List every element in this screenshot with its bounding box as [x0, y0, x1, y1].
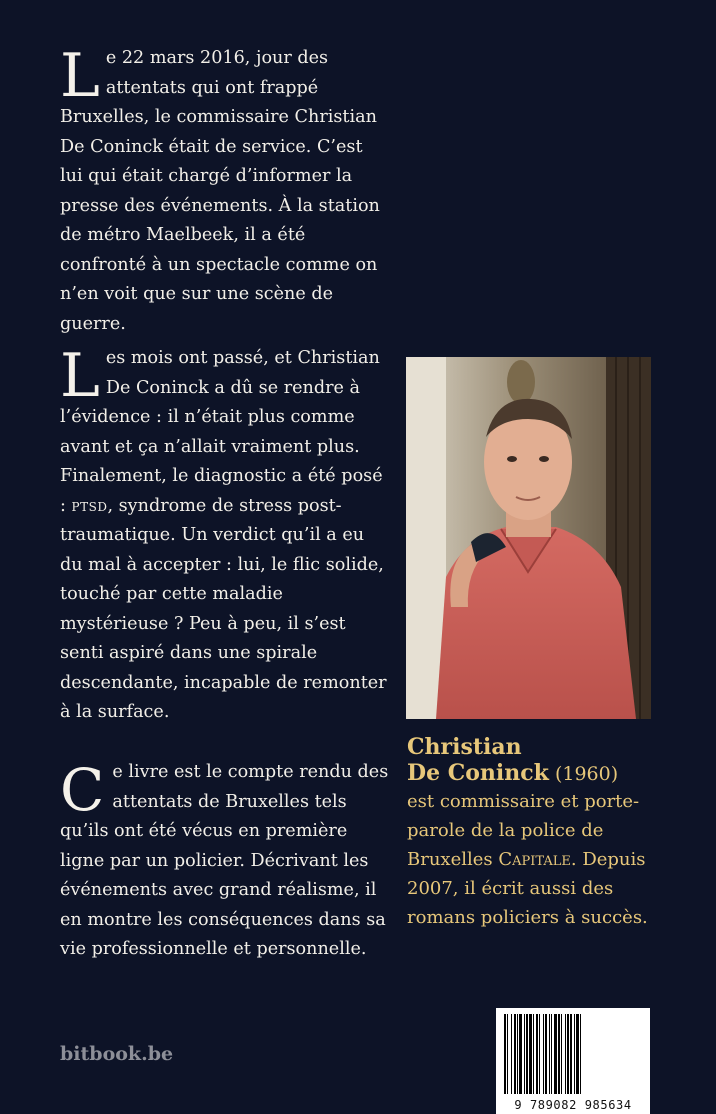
- paragraph-text-continued: , syndrome de stress post-traumatique. Un verdict qu’il a eu du mal à accepter : lui, le flic solide, touché par cette maladie mystérieuse ? Peu à peu, il s’est senti aspiré dans une spirale descendante, incapable de remonter à la surface.: [60, 495, 387, 722]
- book-summary-paragraph: [60, 758, 390, 965]
- drop-cap: L: [60, 41, 100, 111]
- author-name-line1: Christian: [407, 734, 522, 760]
- paragraph-text: es mois ont passé, et Christian De Coninck a dû se rendre à l’évidence : il n’était plus comme avant et ça n’allait vraiment plus. Finalement, le diagnostic a été posé :: [60, 348, 383, 516]
- paragraph-text: e 22 mars 2016, jour des attentats qui ont frappé Bruxelles, le commissaire Christian De Coninck était de service. C’est lui qui était chargé d’informer la presse des événements. À la station de métro Maelbeek, il a été confronté à un spectacle comme on n’en voit que sur une scène de guerre.: [60, 48, 380, 334]
- intro-paragraph: [60, 41, 390, 339]
- isbn-number: 9 789082 985634: [514, 1098, 632, 1112]
- author-bio-text-continued: . Depuis 2007, il écrit aussi des romans policiers à succès.: [407, 849, 648, 928]
- drop-cap: L: [60, 341, 100, 411]
- author-block: [407, 734, 667, 932]
- author-bio-text: est commissaire et porte-parole de la police de Bruxelles: [407, 791, 640, 870]
- author-bio-capitale: Capitale: [498, 849, 571, 870]
- drop-cap: C: [60, 756, 105, 824]
- isbn-barcode: [496, 1008, 650, 1114]
- paragraph-text: e livre est le compte rendu des attentats de Bruxelles tels qu’ils ont été vécus en première ligne par un policier. Décrivant les événements avec grand réalisme, il en montre les conséquences dans sa vie professionnelle et personnelle.: [60, 762, 389, 959]
- author-name-line2: De Coninck: [407, 760, 549, 786]
- publisher-url[interactable]: bitbook.be: [60, 1043, 174, 1065]
- author-photo: [406, 357, 651, 719]
- ptsd-abbreviation: ptsd: [71, 495, 108, 516]
- ptsd-paragraph: [60, 341, 390, 728]
- author-bio: [407, 787, 667, 932]
- author-years: (1960): [554, 763, 619, 785]
